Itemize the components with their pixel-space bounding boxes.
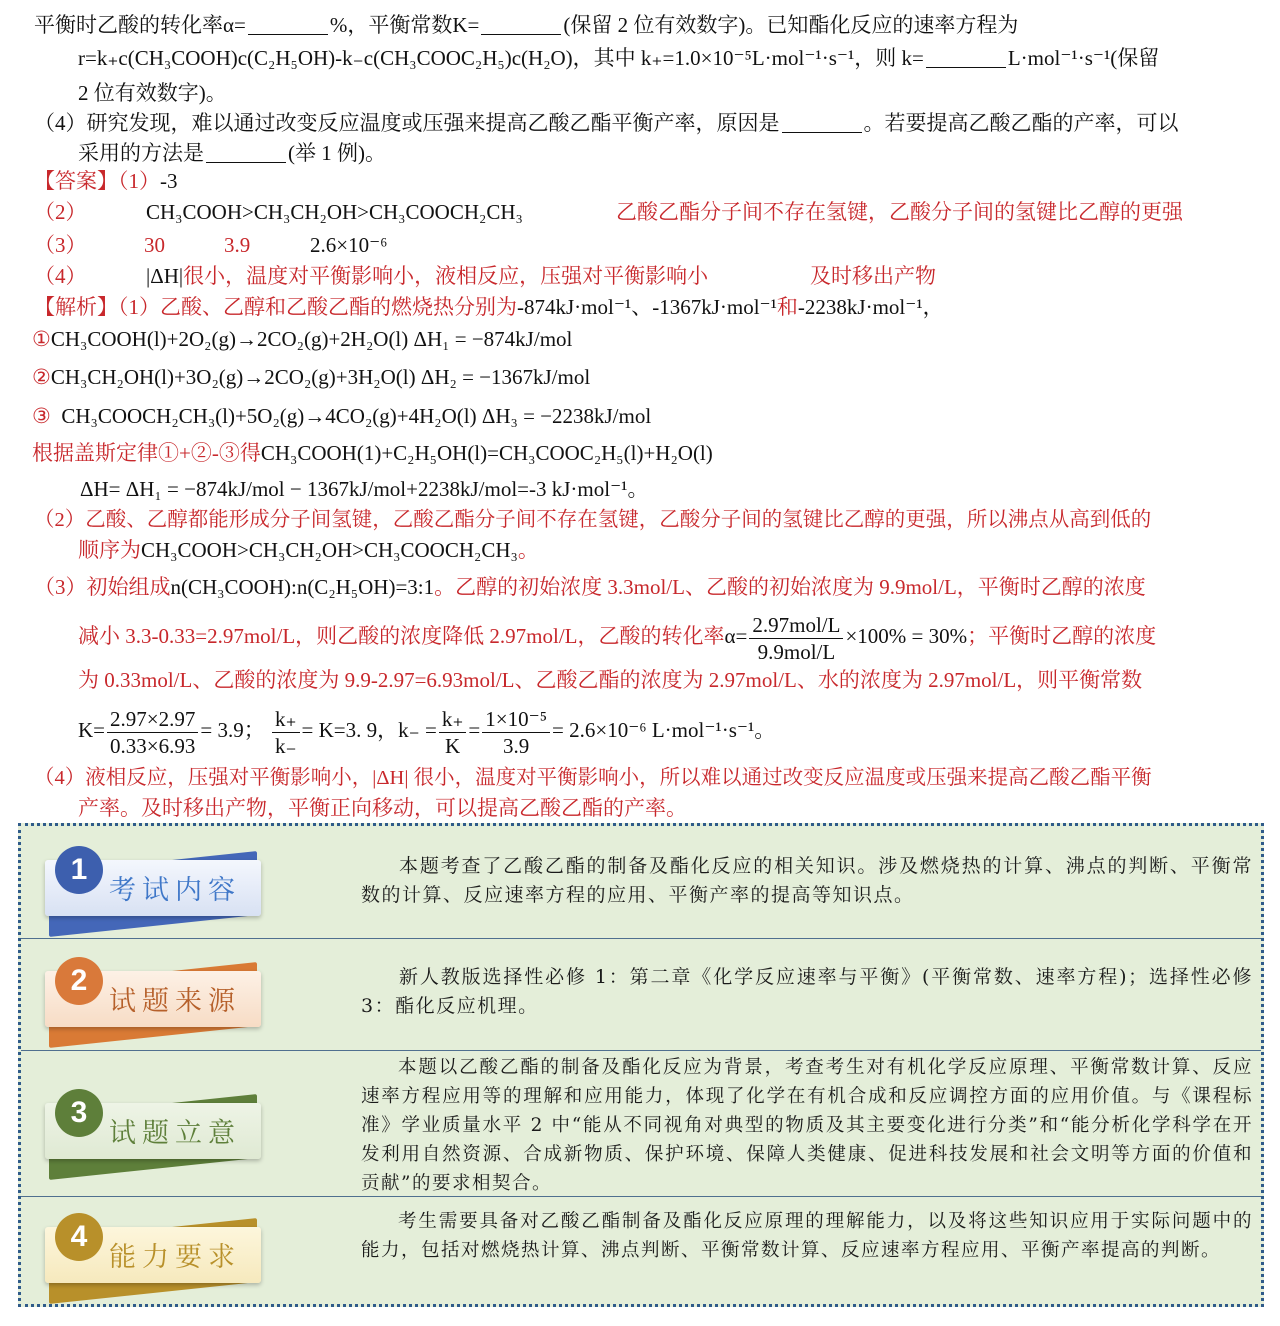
text: K= — [78, 718, 106, 742]
answer-number: （2） — [34, 200, 87, 224]
info-text: 本题考查了乙酸乙酯的制备及酯化反应的相关知识。涉及燃烧热的计算、沸点的判断、平衡常数的计算、反应速率方程的应用、平衡产率的提高等知识点。 — [361, 855, 1253, 906]
text: CH₃COOH(l)+2O₂(g)→2CO₂(g)+2H₂O(l) ΔH₁ = −874kJ/mol — [50, 327, 573, 351]
text: 产率。及时移出产物，平衡正向移动，可以提高乙酸乙酯的产率。 — [78, 796, 687, 820]
text: CH₃COOH(1)+C₂H₅OH(l)=CH₃COOC₂H₅(l)+H₂O(l) — [260, 441, 713, 465]
text: 。乙醇的初始浓度 3.3mol/L、乙酸的初始浓度为 9.9mol/L，平衡时乙醇的浓度 — [434, 575, 1146, 599]
text: 。 — [517, 538, 539, 562]
denominator: 9.9mol/L — [757, 639, 836, 664]
answer-1 — [34, 166, 178, 196]
answer-value: 2.6×10⁻⁶ — [310, 233, 388, 257]
text: = — [468, 718, 481, 742]
info-row-exam-content — [21, 826, 1261, 938]
text: 2 位有效数字)。 — [78, 81, 227, 105]
badge-title: 能力要求 — [109, 1242, 241, 1273]
analysis-1 — [34, 292, 944, 322]
text: = 2.6×10⁻⁶ L·mol⁻¹·s⁻¹。 — [552, 718, 776, 742]
badge-ability — [45, 1221, 261, 1283]
analysis-4 — [34, 763, 1152, 793]
text: ΔH= ΔH₁ = −874kJ/mol − 1367kJ/mol+2238kJ/mol=-3 kJ·mol⁻¹。 — [80, 477, 649, 501]
blank-method — [206, 143, 286, 163]
analysis-4-cont — [78, 793, 687, 823]
answer-4 — [34, 261, 936, 291]
blank-alpha — [248, 15, 328, 35]
analysis-3 — [34, 572, 1146, 602]
text: 采用的方法是 — [78, 141, 204, 165]
text: （4）研究发现，难以通过改变反应温度或压强来提高乙酸乙酯平衡产率，原因是 — [34, 111, 780, 135]
answer-value: CH₃COOH>CH₃CH₂OH>CH₃COOCH₂CH₃ — [146, 200, 523, 224]
text: %，平衡常数K= — [329, 13, 480, 37]
badge-title: 试题立意 — [109, 1118, 241, 1149]
text: = K=3. 9，k₋ = — [301, 718, 437, 742]
answer-value: -3 — [160, 169, 178, 193]
badge-intent — [45, 1097, 261, 1159]
answer-number: （3） — [34, 233, 87, 257]
k-value-fraction — [482, 706, 550, 759]
info-text: 本题以乙酸乙酯的制备及酯化反应为背景，考查考生对有机化学反应原理、平衡常数计算、反应速率方程应用等的理解和应用能力，体现了化学在有机合成和反应调控方面的应用价值。与《课程标准》学业质量水平 2 中“能从不同视角对典型的物质及其主要变化进行分类”和“能分析化学科学在开发利用自然资源、合成新物质、保护环境、保障人类健康、促进科技发展和社会文明等方面的价值和贡献”的要求相契合。 — [361, 1057, 1253, 1194]
question-part-4-cont — [78, 138, 386, 168]
blank-k — [481, 15, 561, 35]
answer-3 — [34, 230, 388, 260]
text: (保留 2 位有效数字)。已知酯化反应的速率方程为 — [563, 13, 1019, 37]
text: n(CH₃COOH):n(C₂H₅OH)=3:1 — [170, 575, 435, 599]
text: -874kJ·mol⁻¹、-1367kJ·mol⁻¹ — [517, 295, 777, 319]
text: ，其中 k₊=1.0×10⁻⁵L·mol⁻¹·s⁻¹，则 k= — [572, 46, 924, 70]
badge-source — [45, 965, 261, 1027]
equation-3 — [32, 401, 651, 431]
analysis-2-cont — [78, 535, 539, 565]
text: 减小 3.3-0.33=2.97mol/L，则乙酸的浓度降低 2.97mol/L，乙酸的转化率 — [78, 624, 725, 648]
text: （3）初始组成 — [34, 575, 171, 599]
badge-number: 2 — [55, 957, 103, 1005]
delta-h: |ΔH| — [146, 264, 184, 288]
equation-1 — [32, 324, 572, 354]
text: CH₃COOH>CH₃CH₂OH>CH₃COOCH₂CH₃ — [141, 538, 518, 562]
text: (举 1 例)。 — [288, 141, 386, 165]
text: 和 — [776, 295, 798, 319]
equation-2 — [32, 362, 590, 392]
numerator: 2.97mol/L — [749, 612, 843, 639]
answer-label: 【答案】 — [34, 169, 118, 193]
text: = 3.9； — [200, 718, 265, 742]
info-row-ability — [21, 1196, 1261, 1307]
text: CH₃COOCH₂CH₃(l)+5O₂(g)→4CO₂(g)+4H₂O(l) ΔH₃ = −2238kJ/mol — [61, 404, 652, 428]
circled-1: ① — [32, 327, 51, 351]
hess-law — [32, 438, 713, 468]
text: ×100% = 30% — [845, 624, 968, 648]
question-line-3 — [78, 78, 227, 108]
k-fraction — [107, 706, 198, 759]
text: 平衡时乙酸的转化率α= — [34, 13, 246, 37]
badge-title: 试题来源 — [109, 986, 241, 1017]
answer-value: 30 — [144, 233, 165, 257]
analysis-3-alpha — [78, 606, 1156, 666]
delta-h-calc — [80, 474, 648, 504]
rate-equation: r=k₊c(CH₃COOH)c(C₂H₅OH)-k₋c(CH₃COOC₂H₅)c(H₂O) — [78, 46, 573, 70]
exam-info-box — [18, 823, 1264, 1307]
denominator: 3.9 — [503, 733, 530, 758]
denominator: 0.33×6.93 — [110, 733, 196, 758]
circled-3: ③ — [32, 404, 51, 428]
badge-exam-content — [45, 854, 261, 916]
text: 。若要提高乙酸乙酯的产率，可以 — [863, 111, 1179, 135]
text: 根据盖斯定律①+②-③得 — [32, 441, 261, 465]
numerator: k₊ — [272, 706, 300, 733]
k-ratio-fraction — [272, 706, 300, 759]
numerator: 2.97×2.97 — [107, 706, 198, 733]
denominator: K — [445, 733, 461, 758]
analysis-2 — [34, 505, 1151, 535]
text: （4）液相反应，压强对平衡影响小，|ΔH| 很小，温度对平衡影响小，所以难以通过改变反应温度或压强来提高乙酸乙酯平衡 — [34, 767, 1152, 789]
text: 为 0.33mol/L、乙酸的浓度为 9.9-2.97=6.93mol/L、乙酸乙酯的浓度为 2.97mol/L、水的浓度为 2.97mol/L，则平衡常数 — [78, 668, 1143, 692]
k-calculation — [78, 700, 775, 760]
question-line-2 — [78, 43, 1159, 73]
denominator: k₋ — [274, 733, 297, 758]
answer-number: （1） — [118, 169, 160, 193]
blank-k-minus — [926, 48, 1006, 68]
info-text: 考生需要具备对乙酸乙酯制备及酯化反应原理的理解能力，以及将这些知识应用于实际问题中的能力，包括对燃烧热计算、沸点判断、平衡常数计算、反应速率方程应用、平衡产率提高的判断。 — [361, 1211, 1253, 1261]
text: ；平衡时乙醇的浓度 — [967, 624, 1157, 648]
blank-reason — [782, 113, 862, 133]
answer-reason: 很小，温度对平衡影响小，液相反应，压强对平衡影响小 — [183, 264, 709, 288]
badge-title: 考试内容 — [109, 875, 241, 906]
circled-2: ② — [32, 365, 51, 389]
badge-number: 3 — [55, 1089, 103, 1137]
answer-reason: 乙酸乙酯分子间不存在氢键，乙酸分子间的氢键比乙醇的更强 — [616, 200, 1183, 224]
analysis-label: 【解析】 — [34, 295, 118, 319]
badge-number: 4 — [55, 1213, 103, 1261]
question-line-1 — [34, 10, 1018, 40]
alpha-fraction — [749, 612, 843, 665]
info-row-source — [21, 938, 1261, 1050]
badge-number: 1 — [55, 846, 103, 894]
analysis-3-cont — [78, 665, 1142, 695]
text: -2238kJ·mol⁻¹， — [797, 295, 944, 319]
question-part-4 — [34, 108, 1179, 138]
numerator: 1×10⁻⁵ — [482, 706, 550, 733]
numerator: k₊ — [439, 706, 467, 733]
info-row-intent — [21, 1050, 1261, 1196]
answer-value: 3.9 — [224, 233, 251, 257]
text: CH₃CH₂OH(l)+3O₂(g)→2CO₂(g)+3H₂O(l) ΔH₂ = −1367kJ/mol — [50, 365, 591, 389]
info-text: 新人教版选择性必修 1：第二章《化学反应速率与平衡》(平衡常数、速率方程)；选择性必修 3：酯化反应机理。 — [361, 966, 1253, 1017]
answer-number: （4） — [34, 264, 87, 288]
k-minus-fraction — [439, 706, 467, 759]
answer-2 — [34, 197, 1183, 227]
answer-method: 及时移出产物 — [810, 264, 936, 288]
text: （1）乙酸、乙醇和乙酸乙酯的燃烧热分别为 — [118, 295, 517, 319]
text: α= — [724, 624, 748, 648]
text: L·mol⁻¹·s⁻¹(保留 — [1007, 46, 1160, 70]
text: 顺序为 — [78, 538, 141, 562]
text: （2）乙酸、乙醇都能形成分子间氢键，乙酸乙酯分子间不存在氢键，乙酸分子间的氢键比乙醇的更强，所以沸点从高到低的 — [34, 509, 1152, 531]
